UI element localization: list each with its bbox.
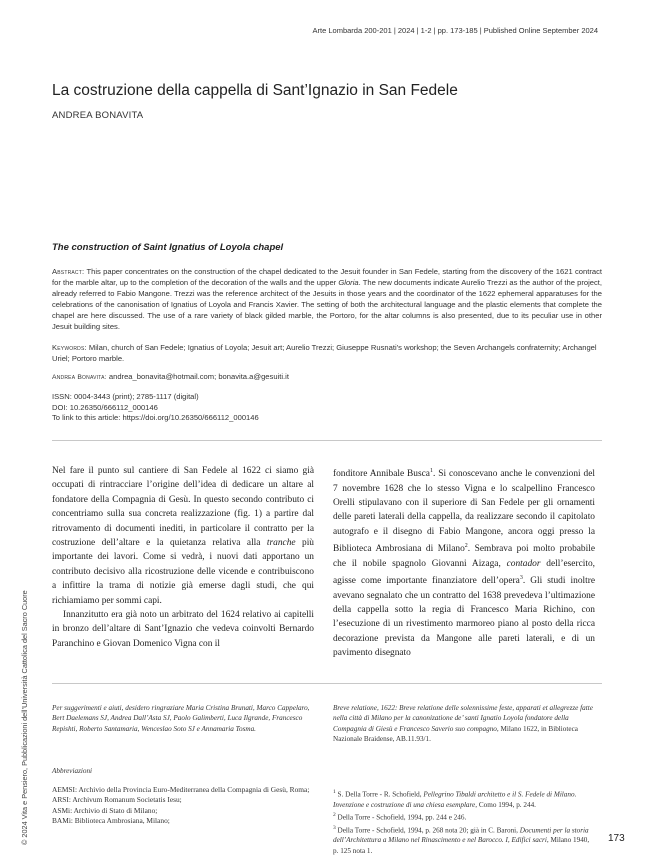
abstract-label: Abstract: [52, 267, 85, 276]
body-paragraph: Innanzitutto era già noto un arbitrato del 1624 relativo ai capitelli in bronzo dell’altare di Sant’Ignazio che vedeva coinvolti Bernardo Paranchino e Giovan Domenico Vigna con il [52, 610, 314, 649]
body-text: Nel fare il punto sul cantiere di San Fedele al 1622 ci siamo già occupati di rintracciare l’origine dell’idea di dedicare un altare al fondatore della Compagnia di Gesù. In questo secondo contributo ci concentriamo sulla sua concreta realizzazione (fig. 1) a partire dal ritrovamento di documenti inediti, in particolare il contratto per la costruzione dell’altare e la quietanza relativa alla [52, 466, 314, 549]
identifiers [52, 392, 259, 424]
footnote-ref[interactable]: 1 [429, 468, 433, 474]
abbreviation-item: AEMSI: Archivio della Provincia Euro-Mediterranea della Compagnia di Gesù, Roma; [52, 785, 310, 794]
body-paragraph [333, 464, 595, 661]
doi: DOI: 10.26350/666112_000146 [52, 402, 158, 412]
author-contact [52, 372, 289, 381]
abbreviation-item: BAMi: Biblioteca Ambrosiana, Milano; [52, 816, 170, 826]
footnote-text: S. Della Torre - R. Schofield, [335, 790, 424, 799]
footnote-text: Della Torre - Schofield, 1994, pp. 244 e 246. [335, 813, 467, 822]
divider [52, 683, 602, 684]
divider [52, 440, 602, 441]
body-text: fonditore Annibale Busca [333, 469, 430, 480]
abbreviations-heading: Abbreviazioni [52, 767, 93, 775]
body-text: . Si conoscevano anche le convenzioni del 7 novembre 1628 che lo stesso Vigna e lo scalpellino Francesco Orelli stipulavano con il superiore di San Fedele per gli ornamenti delle pareti laterali della cappella, da realizzare secondo il capitolato autografo e il disegno di Fabio Mangone, ancora oggi presso la Biblioteca Ambrosiana di Milano [333, 469, 596, 555]
issn: ISSN: 0004-3443 (print); 2785-1117 (digital) [52, 392, 199, 401]
body-paragraph [52, 464, 314, 608]
footnote-ref[interactable]: 3 [519, 575, 523, 582]
source-reference [333, 703, 595, 744]
article-link[interactable]: To link to this article: https://doi.org/10.26350/666112_000146 [52, 413, 259, 422]
body-text: più importante dei lavori. Come si vedrà, i nuovi dati apportano un contributo decisivo alla ricostruzione delle vicende e contribuiscono a infittire la trama di notizie già emerse dagli studi, che qui richiamiamo per sommi capi. [52, 538, 314, 606]
abstract [52, 266, 602, 333]
footnote-italic: Pellegrino Tibaldi architetto e il S. Fedele di Milano. Invenzione e costruzione di una chiesa esemplare [333, 790, 577, 809]
footnote-number: 2 [333, 811, 336, 818]
footnote-text: , Como 1994, p. 244. [475, 800, 536, 809]
running-header: Arte Lombarda 200-201 | 2024 | 1-2 | pp. 173-185 | Published Online September 2024 [312, 26, 598, 35]
keywords-label: Keywords: [52, 343, 87, 352]
footnote [333, 823, 595, 856]
acknowledgements: Per suggerimenti e aiuti, desidero ringraziare Maria Cristina Brunati, Marco Cappelaro, Bert Daelemans SJ, Andrea Dall’Asta SJ, Paolo Galimberti, Luca Ilgrande, Francesco Repishti, Roberto Santamaria, Wenceslao Soto SJ e Annamaria Tosma. [52, 704, 310, 733]
body-italic: tranche [266, 538, 296, 549]
body-italic: contador [506, 558, 541, 569]
footnote-italic: Documenti per la storia dell’Architettura a Milano nel Rinascimento e nel Barocco. I, Edifici sacri [333, 826, 589, 845]
footnote-text: Della Torre - Schofield, 1994, p. 268 nota 20; già in C. Baroni, [335, 826, 520, 835]
contact-emails[interactable]: andrea_bonavita@hotmail.com; bonavita.a@gesuiti.it [106, 372, 289, 381]
source-rest: , Milano 1622, in Biblioteca Nazionale Braidense, AB.11.93/1. [333, 724, 578, 743]
contact-label: Andrea Bonavita: [52, 374, 107, 381]
body-text: dell’esercito, agisse come importante finanziatore dell’opera [333, 558, 595, 587]
footnote [333, 787, 595, 810]
footnote [333, 810, 595, 823]
abbreviation-item: ARSI: Archivum Romanum Societatis Iesu; [52, 795, 182, 805]
footnote-text: , Milano 1940, p. 125 nota 1. [333, 836, 590, 855]
source-title: Breve relatione, 1622: Breve relatione delle solennissime feste, apparati et allegrezze fatte nella città di Milano per la canonizatione de’ santi Ignatio Loyola fondatore della Compagnia di Giesù e Francesco Saverio suo compagno [333, 704, 593, 733]
abstract-italic-word: Gloria [338, 278, 359, 288]
footnote-number: 1 [333, 789, 336, 795]
abbreviations-list [52, 785, 316, 827]
article-title: La costruzione della cappella di Sant’Ignazio in San Fedele [52, 82, 458, 99]
footnotes [333, 787, 595, 856]
article-author: ANDREA BONAVITA [52, 110, 144, 121]
copyright-notice: © 2024 Vita e Pensiero, Pubblicazioni dell’Università Cattolica del Sacro Cuore [20, 590, 29, 845]
body-text: . Sembrava poi molto probabile che il nobile spagnolo Giovanni Aizaga, [333, 544, 595, 569]
page-number: 173 [608, 833, 625, 844]
abstract-text-continued: . The new documents indicate Aurelio Trezzi as the author of the project, already referred to Fabio Mangone. Trezzi was the reference architect of the Jesuits in those years and the coordinator of the 1622 ephemeral apparatuses for the celebrations of the canonisation of Ignatius of Loyola and Francis Xavier. The setting of both the architectural language and the plastic elements that complete the chapel are here discussed. The use of a rare variety of black gilded marble, the Portoro, for the altar columns is also presented, due to its peculiar use in other Jesuit building sites. [52, 278, 602, 332]
english-title: The construction of Saint Ignatius of Loyola chapel [52, 242, 284, 253]
body-column-right [333, 464, 595, 661]
abbreviation-item: ASMi: Archivio di Stato di Milano; [52, 805, 158, 815]
abstract-text: This paper concentrates on the construction of the chapel dedicated to the Jesuit founder in San Fedele, starting from the discovery of the 1621 contract for the marble altar, up to the completion of the decoration of the walls and the upper [52, 267, 602, 288]
keywords [52, 342, 602, 364]
keywords-text: Milan, church of San Fedele; Ignatius of Loyola; Jesuit art; Aurelio Trezzi; Giuseppe Rusnati’s workshop; the Seven Archangels confraternity; Archangel Uriel; Portoro marble. [52, 343, 597, 364]
body-text: . Gli studi inoltre avevano segnalato che un contratto del 1638 prevedeva l’ultimazione della cappella sotto la regia di Francesco Maria Richino, con l’esecuzione di un rivestimento marmoreo piano al posto della ricca decorazione prevista da Mangone alle pareti laterali, e di un pavimento disegnato [333, 576, 596, 659]
body-column-left [52, 464, 314, 651]
footnote-number: 3 [333, 824, 336, 831]
footnote-ref[interactable]: 2 [464, 543, 468, 550]
